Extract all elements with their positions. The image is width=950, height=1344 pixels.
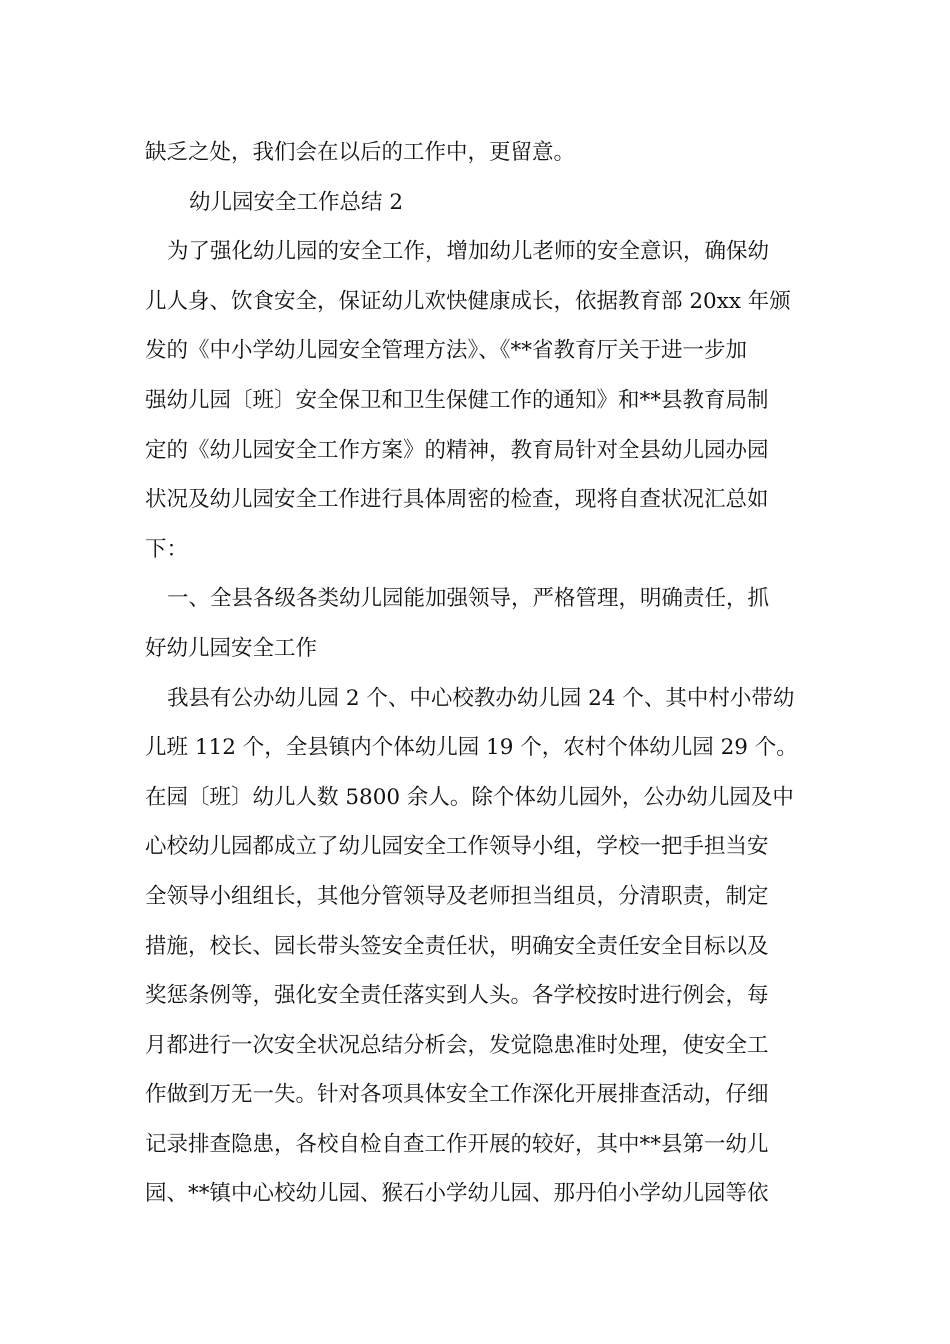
paragraph-line: 作做到万无一失。针对各项具体安全工作深化开展排查活动，仔细 [145, 1082, 769, 1108]
paragraph-line: 心校幼儿园都成立了幼儿园安全工作领导小组，学校一把手担当安 [145, 834, 769, 860]
subsection-heading-line: 好幼儿园安全工作 [145, 635, 318, 661]
paragraph-line: 奖惩条例等，强化安全责任落实到人头。各学校按时进行例会，每 [145, 983, 769, 1009]
paragraph-line: 强幼儿园〔班〕安全保卫和卫生保健工作的通知》和**县教育局制 [145, 387, 769, 413]
paragraph-line: 记录排查隐患，各校自检自查工作开展的较好，其中**县第一幼儿 [145, 1131, 769, 1157]
section-heading: 幼儿园安全工作总结 2 [189, 189, 404, 215]
paragraph-line: 措施，校长、园长带头签安全责任状，明确安全责任安全目标以及 [145, 933, 769, 959]
paragraph-line: 我县有公办幼儿园 2 个、中心校教办幼儿园 24 个、其中村小带幼 [167, 685, 795, 711]
paragraph-line: 在园〔班〕幼儿人数 5800 余人。除个体幼儿园外，公办幼儿园及中 [145, 784, 794, 810]
document-body [145, 128, 807, 1219]
paragraph-line: 儿班 112 个，全县镇内个体幼儿园 19 个，农村个体幼儿园 29 个。 [145, 735, 798, 761]
paragraph-line: 为了强化幼儿园的安全工作，增加幼儿老师的安全意识，确保幼 [167, 239, 770, 265]
paragraph-line: 下： [145, 536, 189, 562]
subsection-heading-line: 一、全县各级各类幼儿园能加强领导，严格管理，明确责任，抓 [167, 586, 770, 612]
paragraph-line: 定的《幼儿园安全工作方案》的精神，教育局针对全县幼儿园办园 [145, 437, 769, 463]
paragraph-line: 月都进行一次安全状况总结分析会，发觉隐患准时处理，使安全工 [145, 1032, 769, 1058]
paragraph-line: 儿人身、饮食安全，保证幼儿欢快健康成长，依据教育部 20xx 年颁 [145, 288, 791, 314]
paragraph-line: 发的《中小学幼儿园安全管理方法》、《**省教育厅关于进一步加 [145, 338, 748, 364]
paragraph-line: 园、**镇中心校幼儿园、猴石小学幼儿园、那丹伯小学幼儿园等依 [145, 1181, 769, 1207]
paragraph-line: 状况及幼儿园安全工作进行具体周密的检查，现将自查状况汇总如 [145, 487, 769, 513]
paragraph-line: 缺乏之处，我们会在以后的工作中，更留意。 [145, 140, 576, 165]
paragraph-line: 全领导小组组长，其他分管领导及老师担当组员，分清职责，制定 [145, 883, 769, 909]
